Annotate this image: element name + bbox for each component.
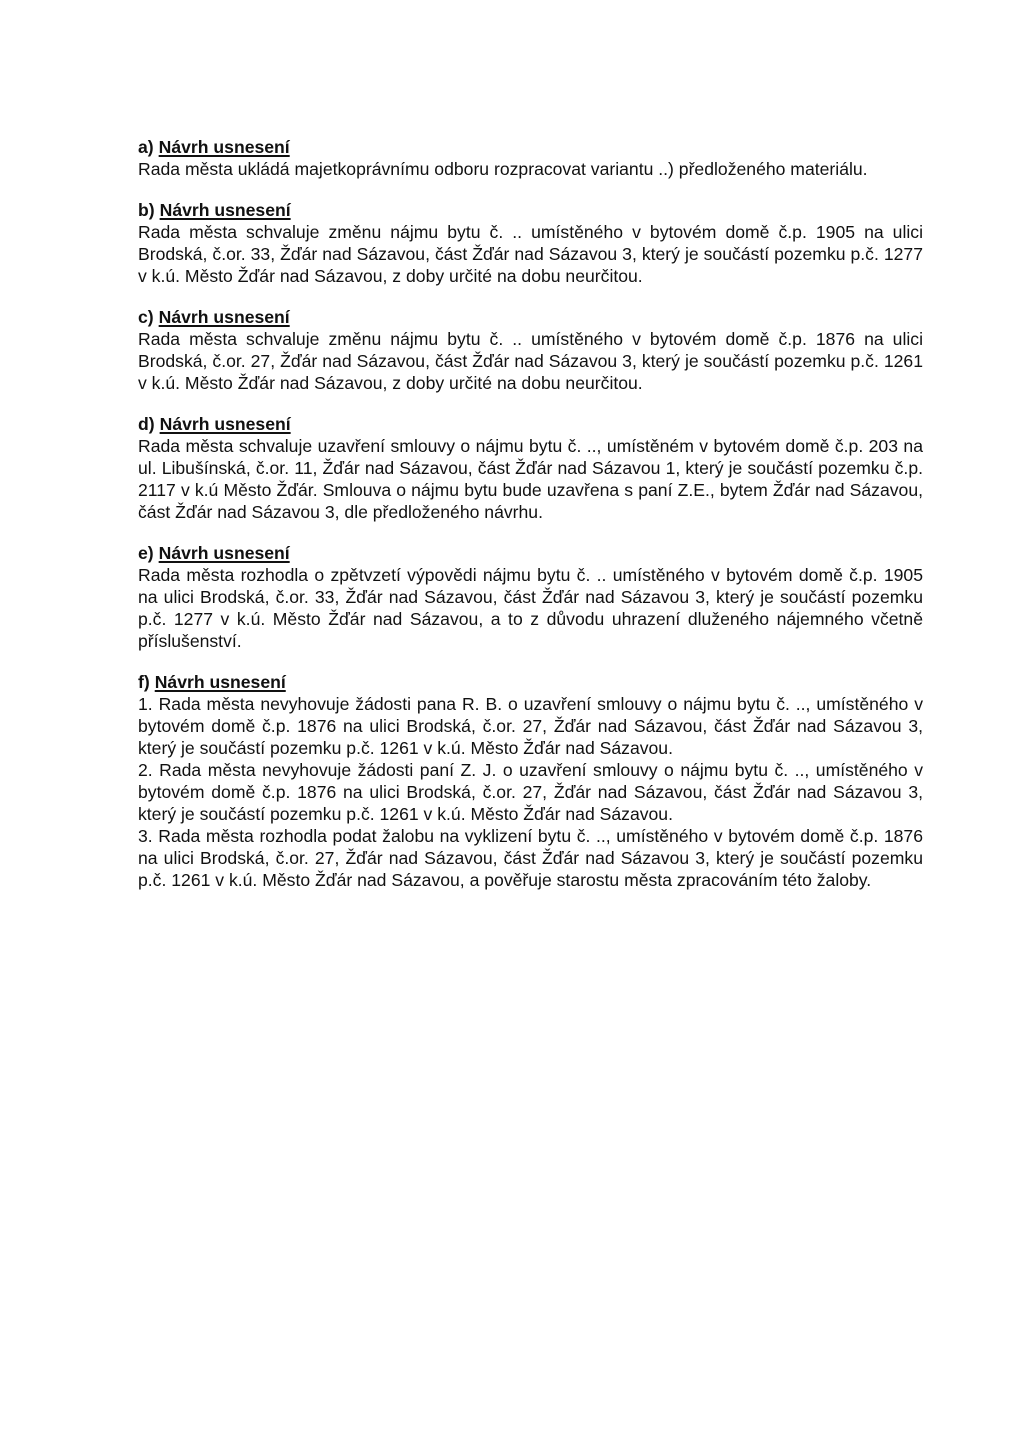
- resolution-section-d: [138, 413, 923, 523]
- section-label: d): [138, 414, 155, 434]
- section-text: Rada města schvaluje změnu nájmu bytu č. .. umístěného v bytovém domě č.p. 1876 na ulici Brodská, č.or. 27, Žďár nad Sázavou, část Žďár nad Sázavou 3, který je součástí pozemku p.č. 1261 v k.ú. Město Žďár nad Sázavou, z doby určité na dobu neurčitou.: [138, 329, 923, 393]
- section-heading: [138, 306, 923, 328]
- section-label: e): [138, 543, 154, 563]
- resolution-section-a: [138, 136, 923, 180]
- section-label: b): [138, 200, 155, 220]
- document-page: [138, 136, 923, 891]
- section-title: Návrh usnesení: [158, 137, 290, 157]
- section-text: Rada města rozhodla o zpětvzetí výpovědi nájmu bytu č. .. umístěného v bytovém domě č.p. 1905 na ulici Brodská, č.or. 33, Žďár nad Sázavou, část Žďár nad Sázavou 3, který je součástí pozemku p.č. 1277 v k.ú. Město Žďár nad Sázavou, a to z důvodu uhrazení dluženého nájemného včetně příslušenství.: [138, 565, 923, 651]
- section-title: Návrh usnesení: [158, 543, 290, 563]
- list-item: 2. Rada města nevyhovuje žádosti paní Z. J. o uzavření smlouvy o nájmu bytu č. .., umístěného v bytovém domě č.p. 1876 na ulici Brodská, č.or. 27, Žďár nad Sázavou, část Žďár nad Sázavou 3, který je součástí pozemku p.č. 1261 v k.ú. Město Žďár nad Sázavou.: [138, 760, 923, 824]
- section-label: c): [138, 307, 154, 327]
- list-item: 3. Rada města rozhodla podat žalobu na vyklizení bytu č. .., umístěného v bytovém domě č.p. 1876 na ulici Brodská, č.or. 27, Žďár nad Sázavou, část Žďár nad Sázavou 3, který je součástí pozemku p.č. 1261 v k.ú. Město Žďár nad Sázavou, a pověřuje starostu města zpracováním této žaloby.: [138, 826, 923, 890]
- section-text: Rada města ukládá majetkoprávnímu odboru rozpracovat variantu ..) předloženého materiálu.: [138, 159, 868, 179]
- section-text: Rada města schvaluje změnu nájmu bytu č. .. umístěného v bytovém domě č.p. 1905 na ulici Brodská, č.or. 33, Žďár nad Sázavou, část Žďár nad Sázavou 3, který je součástí pozemku p.č. 1277 v k.ú. Město Žďár nad Sázavou, z doby určité na dobu neurčitou.: [138, 222, 923, 286]
- section-title: Návrh usnesení: [159, 414, 291, 434]
- section-text: Rada města schvaluje uzavření smlouvy o nájmu bytu č. .., umístěném v bytovém domě č.p. 203 na ul. Libušínská, č.or. 11, Žďár nad Sázavou, část Žďár nad Sázavou 1, který je součástí pozemku č.p. 2117 v k.ú Město Žďár. Smlouva o nájmu bytu bude uzavřena s paní Z.E., bytem Žďár nad Sázavou, část Žďár nad Sázavou 3, dle předloženého návrhu.: [138, 436, 923, 522]
- section-label: a): [138, 137, 154, 157]
- section-title: Návrh usnesení: [158, 307, 290, 327]
- section-heading: [138, 671, 923, 693]
- resolution-section-c: [138, 306, 923, 394]
- section-heading: [138, 199, 923, 221]
- section-label: f): [138, 672, 150, 692]
- resolution-section-b: [138, 199, 923, 287]
- section-heading: [138, 413, 923, 435]
- section-title: Návrh usnesení: [159, 200, 291, 220]
- section-heading: [138, 136, 923, 158]
- resolution-section-e: [138, 542, 923, 652]
- resolution-section-f: [138, 671, 923, 891]
- list-item: 1. Rada města nevyhovuje žádosti pana R. B. o uzavření smlouvy o nájmu bytu č. .., umístěného v bytovém domě č.p. 1876 na ulici Brodská, č.or. 27, Žďár nad Sázavou, část Žďár nad Sázavou 3, který je součástí pozemku p.č. 1261 v k.ú. Město Žďár nad Sázavou.: [138, 694, 923, 758]
- section-heading: [138, 542, 923, 564]
- section-title: Návrh usnesení: [154, 672, 286, 692]
